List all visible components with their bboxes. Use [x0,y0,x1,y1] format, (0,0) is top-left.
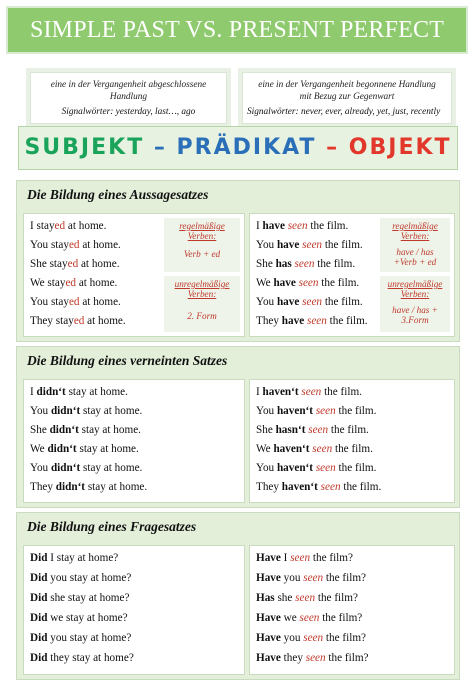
example-sentence: I stayed at home. [30,220,107,232]
example-sentence: You haven‘t seen the film. [256,462,377,474]
title-banner [6,6,468,54]
definition-line: eine in der Vergangenheit begonnene Handlung [258,80,436,90]
rule-note-irregular: unregelmäßige Verben: have / has + 3.Form [380,276,450,332]
example-sentence: She has seen the film. [256,258,356,270]
example-sentence: They didn‘t stay at home. [30,481,148,493]
objekt-label: OBJEKT [348,135,452,160]
example-sentence: You didn‘t stay at home. [30,462,143,474]
section-title: Die Bildung eines Aussagesatzes [27,187,209,202]
example-sentence: I didn‘t stay at home. [30,386,128,398]
example-sentence: Did I stay at home? [30,552,119,564]
sentence-order-banner [18,126,458,170]
example-sentence: You have seen the film. [256,296,363,308]
section-title: Die Bildung eines verneinten Satzes [27,353,228,368]
example-sentence: She stayed at home. [30,258,120,270]
example-sentence: Have I seen the film? [256,552,353,564]
example-sentence: I haven‘t seen the film. [256,386,362,398]
example-sentence: She didn‘t stay at home. [30,424,141,436]
rule-note-irregular: unregelmäßige Verben: 2. Form [164,276,240,332]
subjekt-label: SUBJEKT [24,135,145,160]
example-sentence: You didn‘t stay at home. [30,405,143,417]
simple-past-panel [23,213,245,337]
example-sentence: We stayed at home. [30,277,118,289]
example-sentence: Have you seen the film? [256,572,366,584]
definition-line: mit Bezug zur Gegenwart [299,92,395,102]
example-sentence: You stayed at home. [30,296,121,308]
rule-note-regular: regelmäßige Verben: Verb + ed [164,218,240,272]
section-statement [16,180,460,342]
example-sentence: Did they stay at home? [30,652,134,664]
example-sentence: We have seen the film. [256,277,360,289]
example-sentence: Did she stay at home? [30,592,130,604]
example-sentence: Have they seen the film? [256,652,369,664]
example-sentence: We haven‘t seen the film. [256,443,373,455]
simple-past-panel [23,545,245,675]
definition-simple-past [26,68,231,128]
example-sentence: Have you seen the film? [256,632,366,644]
signal-words: Signalwörter: never, ever, already, yet, just, recently [247,107,441,117]
present-perfect-panel [249,545,455,675]
separator: – [144,135,177,160]
definition-line: eine in der Vergangenheit abgeschlossene [50,80,207,90]
example-sentence: I have seen the film. [256,220,349,232]
example-sentence: We didn‘t stay at home. [30,443,139,455]
section-question [16,512,460,680]
definition-line: Handlung [109,92,148,102]
section-negation [16,346,460,508]
page-title: SIMPLE PAST VS. PRESENT PERFECT [29,17,445,43]
example-sentence: You haven‘t seen the film. [256,405,377,417]
simple-past-panel [23,379,245,503]
example-sentence: Have we seen the film? [256,612,363,624]
example-sentence: Did we stay at home? [30,612,128,624]
present-perfect-panel [249,379,455,503]
present-perfect-panel [249,213,455,337]
example-sentence: They haven‘t seen the film. [256,481,382,493]
example-sentence: They stayed at home. [30,315,126,327]
example-sentence: You have seen the film. [256,239,363,251]
example-sentence: They have seen the film. [256,315,368,327]
example-sentence: Did you stay at home? [30,572,132,584]
example-sentence: Did you stay at home? [30,632,132,644]
signal-words: Signalwörter: yesterday, last…, ago [61,107,196,117]
definition-present-perfect [238,68,456,128]
praedikat-label: PRÄDIKAT [176,135,317,160]
rule-note-regular: regelmäßige Verben: have / has +Verb + ed [380,218,450,272]
example-sentence: She hasn‘t seen the film. [256,424,369,436]
section-title: Die Bildung eines Fragesatzes [27,519,197,534]
example-sentence: Has she seen the film? [256,592,358,604]
separator: – [316,135,349,160]
example-sentence: You stayed at home. [30,239,121,251]
